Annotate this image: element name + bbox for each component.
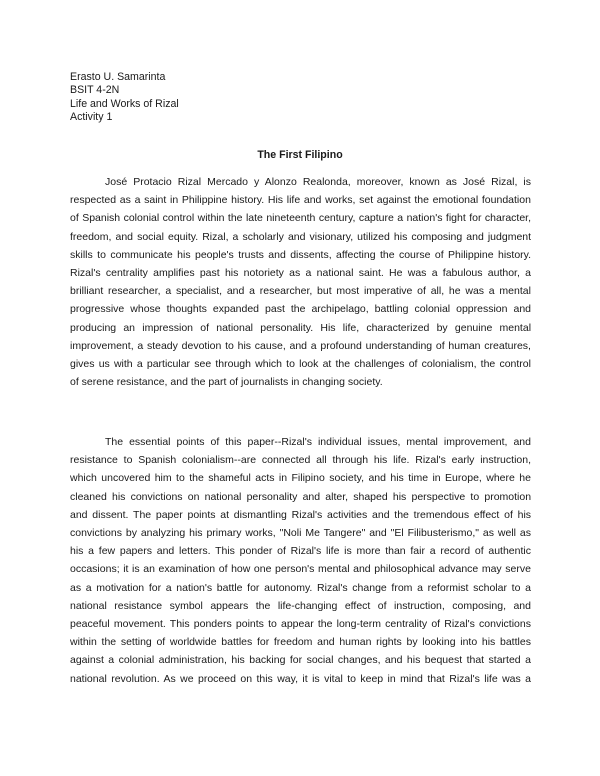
paragraph-2 (70, 433, 531, 688)
activity-label: Activity 1 (70, 110, 113, 123)
text-line: progressive whose thoughts expanded past the archipelago, battling colonial oppression and (70, 303, 532, 316)
text-line: cleaned his convictions on national personality and alter, shaped his perspective to promotion (70, 490, 532, 503)
text-line: producing an impression of national personality. His life, characterized by genuine mental (70, 321, 532, 334)
text-line: The essential points of this paper--Rizal's individual issues, mental improvement, and (105, 436, 531, 448)
text-line: of Spanish colonial control within the late nineteenth century, capture a nation's fight for character, (70, 212, 532, 225)
text-line: convictions by analyzing his primary works, "Noli Me Tangere" and "El Filibusterismo," as well as (70, 527, 531, 540)
text-line: improvement, a steady devotion to his cause, and a profound understanding of human creatures, (70, 339, 531, 352)
text-line: José Protacio Rizal Mercado y Alonzo Realonda, moreover, known as José Rizal, is (105, 176, 532, 188)
text-line: national resistance symbol appears the life-changing effect of instruction, composing, and (70, 599, 531, 612)
text-line: respected as a saint in Philippine history. His life and works, set against the emotional foundation (70, 194, 531, 207)
text-line: against a colonial administration, his backing for social changes, and his bequest that started a (70, 654, 531, 667)
paragraph-1 (70, 173, 531, 391)
text-line: brilliant researcher, a specialist, and a researcher, but most imperative of all, he was a mental (70, 285, 531, 298)
text-line: occasions; it is an examination of how one person's mental and philosophical advance may serve (70, 563, 531, 576)
text-line: Rizal's centrality amplifies past his notoriety as a national saint. He was a fabulous author, a (70, 267, 531, 280)
text-line: as a motivation for a nation's battle for autonomy. Rizal's change from a reformist scholar to a (70, 581, 531, 594)
text-line: peaceful movement. This ponders points to appear the long-term centrality of Rizal's convictions (70, 618, 531, 631)
text-line: his a few papers and letters. This ponder of Rizal's life is more than fair a record of authentic (70, 545, 531, 558)
text-line: resistance to Spanish colonialism--are connected all through his life. Rizal's early instruction, (70, 454, 531, 467)
text-line: gives us with a particular see through which to look at the challenges of colonialism, the control (70, 358, 531, 371)
course-name: Life and Works of Rizal (70, 97, 179, 110)
author-header (70, 71, 179, 124)
author-name: Erasto U. Samarinta (70, 71, 166, 83)
text-line: skills to communicate his people's trusts and dissents, affecting the course of Philippine history. (70, 248, 532, 261)
text-line: and dissent. The paper points at dismantling Rizal's activities and the tremendous effect of his (70, 508, 532, 521)
text-line: within the setting of worldwide battles for freedom and human rights by looking into his battles (70, 636, 531, 649)
essay-title: The First Filipino (257, 149, 343, 161)
section-code: BSIT 4-2N (70, 84, 120, 97)
text-line: of serene resistance, and the part of journalists in changing society. (70, 376, 383, 389)
text-line: which uncovered him to the shameful acts in Filipino society, and his time in Europe, where he (70, 472, 531, 485)
text-line: freedom, and social equity. Rizal, a scholarly and visionary, utilized his composing and judgment (70, 230, 532, 243)
text-line: national revolution. As we proceed on this way, it is vital to keep in mind that Rizal's life was a (70, 672, 532, 685)
